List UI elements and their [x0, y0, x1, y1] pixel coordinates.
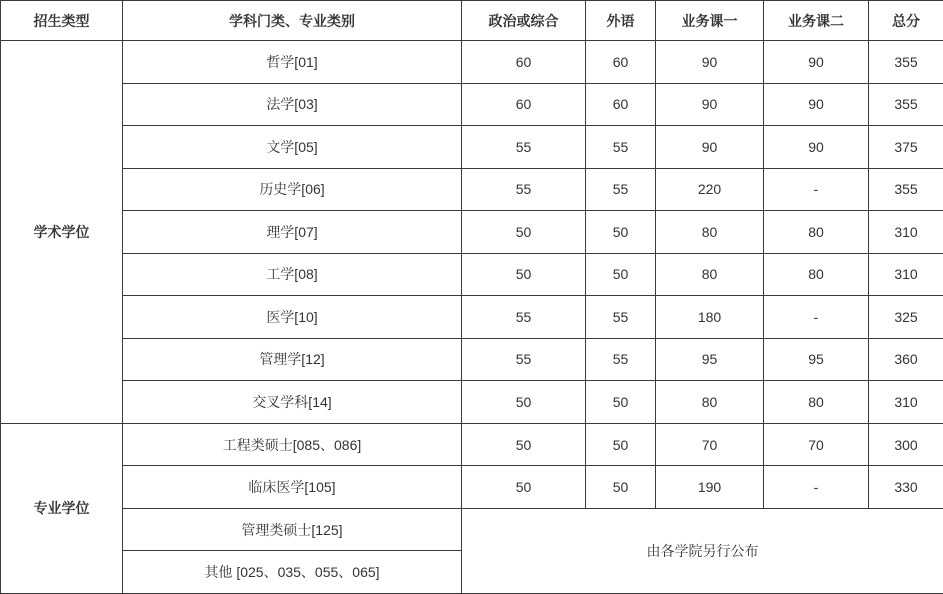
score-cell: 90 [656, 41, 764, 84]
table-row [1, 211, 943, 254]
table-row [1, 168, 943, 211]
col-header-total: 总分 [869, 1, 943, 41]
table-row [1, 41, 943, 84]
section-label-academic: 学术学位 [1, 41, 123, 424]
category-cell: 临床医学[105] [123, 466, 462, 509]
score-cell: - [764, 466, 869, 509]
table-row [1, 338, 943, 381]
score-cell: 360 [869, 338, 943, 381]
category-cell: 历史学[06] [123, 168, 462, 211]
score-cell: 80 [656, 253, 764, 296]
score-cell: 80 [656, 211, 764, 254]
category-cell: 工程类硕士[085、086] [123, 423, 462, 466]
score-cell: 80 [764, 253, 869, 296]
score-cell: 300 [869, 423, 943, 466]
col-header-category: 学科门类、专业类别 [123, 1, 462, 41]
col-header-course-two: 业务课二 [764, 1, 869, 41]
score-cell: 70 [764, 423, 869, 466]
score-cell: 80 [764, 381, 869, 424]
score-cell: 50 [462, 423, 586, 466]
score-cell: 50 [586, 253, 656, 296]
category-cell: 工学[08] [123, 253, 462, 296]
table-row [1, 83, 943, 126]
score-cell: 55 [462, 296, 586, 339]
score-cell: 90 [764, 83, 869, 126]
score-cell: 60 [586, 41, 656, 84]
score-cell: 95 [764, 338, 869, 381]
score-cell: 50 [462, 211, 586, 254]
header-row [1, 1, 943, 41]
score-cell: 50 [586, 381, 656, 424]
col-header-admission-type: 招生类型 [1, 1, 123, 41]
table-row [1, 508, 943, 551]
score-cell: 60 [462, 41, 586, 84]
section-label-professional: 专业学位 [1, 423, 123, 593]
category-cell: 哲学[01] [123, 41, 462, 84]
table-row [1, 296, 943, 339]
score-cell: 50 [586, 423, 656, 466]
score-cell: 60 [462, 83, 586, 126]
score-cell: 60 [586, 83, 656, 126]
score-cell: 55 [586, 338, 656, 381]
score-cell: 90 [656, 83, 764, 126]
score-cell: 375 [869, 126, 943, 169]
category-cell: 医学[10] [123, 296, 462, 339]
score-cell: 55 [586, 296, 656, 339]
col-header-politics: 政治或综合 [462, 1, 586, 41]
score-cell: 325 [869, 296, 943, 339]
score-cell: - [764, 296, 869, 339]
category-cell: 文学[05] [123, 126, 462, 169]
table-row [1, 466, 943, 509]
score-cell: 180 [656, 296, 764, 339]
score-cell: 55 [462, 338, 586, 381]
score-cell: 50 [586, 466, 656, 509]
score-cell: 190 [656, 466, 764, 509]
score-cell: 355 [869, 83, 943, 126]
table-row [1, 253, 943, 296]
score-cell: 80 [656, 381, 764, 424]
score-cell: 310 [869, 211, 943, 254]
score-cell: 330 [869, 466, 943, 509]
category-cell: 法学[03] [123, 83, 462, 126]
score-cell: 90 [764, 41, 869, 84]
score-cell: 310 [869, 381, 943, 424]
score-cell: 90 [764, 126, 869, 169]
score-cell: 80 [764, 211, 869, 254]
category-cell: 交叉学科[14] [123, 381, 462, 424]
score-cell: 70 [656, 423, 764, 466]
table-row [1, 381, 943, 424]
score-cell: 50 [462, 253, 586, 296]
score-cell: 55 [586, 168, 656, 211]
col-header-course-one: 业务课一 [656, 1, 764, 41]
score-cell: 55 [462, 168, 586, 211]
score-cell: 310 [869, 253, 943, 296]
score-cell: 90 [656, 126, 764, 169]
table-row [1, 126, 943, 169]
score-cell: 50 [462, 466, 586, 509]
score-cell: 355 [869, 168, 943, 211]
score-cell: 50 [586, 211, 656, 254]
score-cell: 55 [586, 126, 656, 169]
score-cell: 50 [462, 381, 586, 424]
category-cell: 管理学[12] [123, 338, 462, 381]
table-row [1, 423, 943, 466]
score-cell: 220 [656, 168, 764, 211]
category-cell: 理学[07] [123, 211, 462, 254]
category-cell: 其他 [025、035、055、065] [123, 551, 462, 594]
score-cell: - [764, 168, 869, 211]
col-header-foreign-language: 外语 [586, 1, 656, 41]
score-cell: 95 [656, 338, 764, 381]
score-cell: 55 [462, 126, 586, 169]
category-cell: 管理类硕士[125] [123, 508, 462, 551]
score-cell: 355 [869, 41, 943, 84]
merged-note-cell: 由各学院另行公布 [462, 508, 943, 593]
